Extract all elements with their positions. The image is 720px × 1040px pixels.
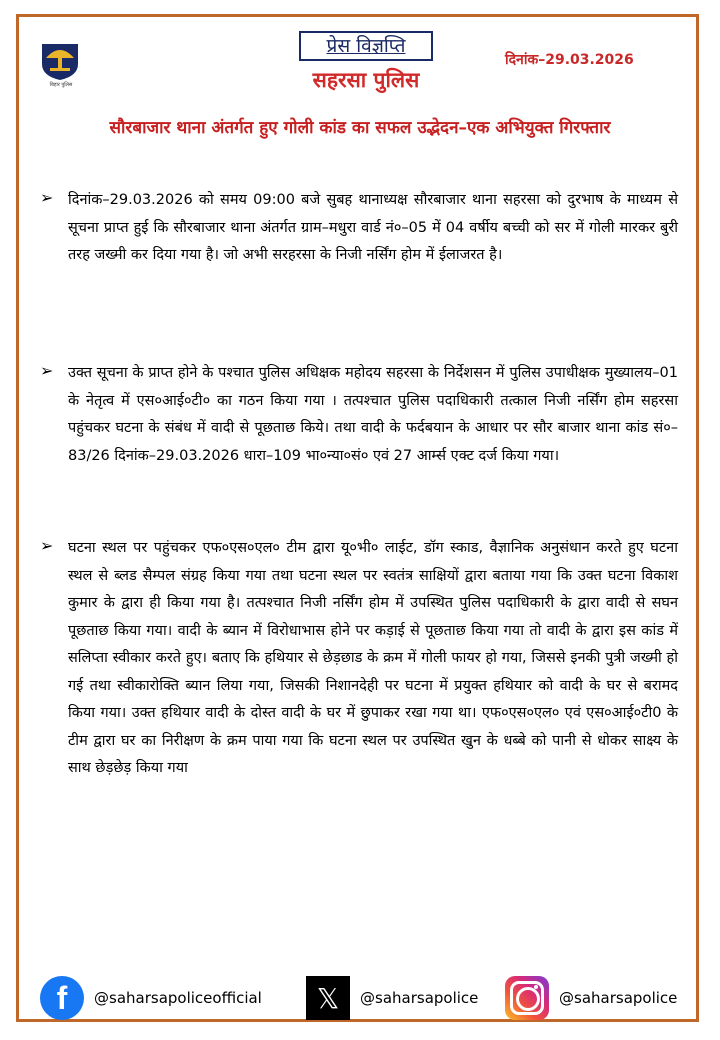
paragraph-3: घटना स्थल पर पहुंचकर एफ०एस०एल० टीम द्वारा यू०भी० लाईट, डॉग स्काड, वैज्ञानिक अनुसंधान करते हुए घटना स्थल से ब्लड सैम्पल संग्रह किया गया तथा घटना स्थल पर स्वतंत्र साक्षियों द्वारा बताया गया कि उक्त घटना विकाश कुमार के द्वारा ही किया गया है। तत्पश्चात निजी नर्सिंग होम में उपस्थित पुलिस पदाधिकारी के द्वारा वादी से सघन पूछताछ किया गया। वादी के ब्यान में विरोधाभास होने पर कड़ाई से पूछताछ किया गया तो वादी के द्वारा इस कांड में सलिप्ता स्वीकार करते हुए। बताए कि हथियार से छेड़छाड के क्रम में गोली फायर हो गया, जिससे इनकी पुत्री जख्मी हो गई तथा स्वीकारोक्ति ब्यान लिया गया, जिसकी निशानदेही पर घटना में प्रयुक्त हथियार को वादी के घर से बरामद किया गया। उक्त हथियार वादी के दोस्त वादी के घर में छुपाकर रखा गया था। एफ०एस०एल० एवं एस०आई०टी0 के टीम द्वारा घर का निरीक्षण के क्रम पाया गया कि घटना स्थल पर उपस्थित खुन के धब्बे को पानी से धोकर साक्ष्य के साथ छेड़छेड़ किया गया	[68, 540, 678, 776]
instagram-icon	[505, 976, 549, 1020]
facebook-icon: f	[40, 976, 84, 1020]
bullet-arrow-icon: ➢	[40, 361, 54, 380]
paragraph-2: उक्त सूचना के प्राप्त होने के पश्चात पुलिस अधिक्षक महोदय सहरसा के निर्देशसन में पुलिस उपाधीक्षक मुख्यालय–01 के नेतृत्व में एस०आई०टी० का गठन किया गया । तत्पश्चात पुलिस पदाधिकारी तत्काल निजी नर्सिंग होम सहरसा पहुंचकर घटना के संबंध में वादी से पूछताछ किये। तथा वादी के फर्दबयान के आधार पर सौर बाजार थाना कांड सं०–83/26 दिनांक–29.03.2026 धारा–109 भा०न्या०सं० एवं 27 आर्म्स एक्ट दर्ज किया गया।	[68, 365, 678, 464]
bullet-arrow-icon: ➢	[40, 188, 54, 207]
paragraph-1: दिनांक–29.03.2026 को समय 09:00 बजे सुबह थानाध्यक्ष सौरबाजार थाना सहरसा को दुरभाष के माध्यम से सूचना प्राप्त हुई कि सौरबाजार थाना अंतर्गत ग्राम–मधुरा वार्ड नं०–05 में 04 वर्षीय बच्ची को सर में गोली मारकर बुरी तरह जख्मी कर दिया गया है। जो अभी सरहरसा के निजी नर्सिंग होम में ईलाजरत है।	[68, 192, 678, 263]
press-release-box	[299, 31, 433, 61]
x-handle[interactable]: @saharsapolice	[360, 989, 479, 1007]
facebook-handle[interactable]: @saharsapoliceofficial	[94, 989, 262, 1007]
logo-caption: बिहार पुलिस	[49, 82, 73, 88]
instagram-handle[interactable]: @saharsapolice	[559, 989, 678, 1007]
press-release-label: प्रेस विज्ञप्ति	[326, 35, 406, 57]
instagram-link[interactable]	[505, 976, 677, 1020]
x-icon: 𝕏	[306, 976, 350, 1020]
page-border	[16, 14, 699, 1022]
release-date: दिनांक–29.03.2026	[505, 52, 634, 68]
bullet-arrow-icon: ➢	[40, 536, 54, 555]
headline: सौरबाजार थाना अंतर्गत हुए गोली कांड का सफल उद्भेदन–एक अभियुक्त गिरफ्तार	[109, 118, 611, 138]
facebook-link[interactable]	[40, 976, 262, 1020]
bihar-police-emblem-icon	[38, 38, 82, 82]
x-link[interactable]	[306, 976, 478, 1020]
police-unit-title: सहरसा पुलिस	[312, 68, 420, 92]
